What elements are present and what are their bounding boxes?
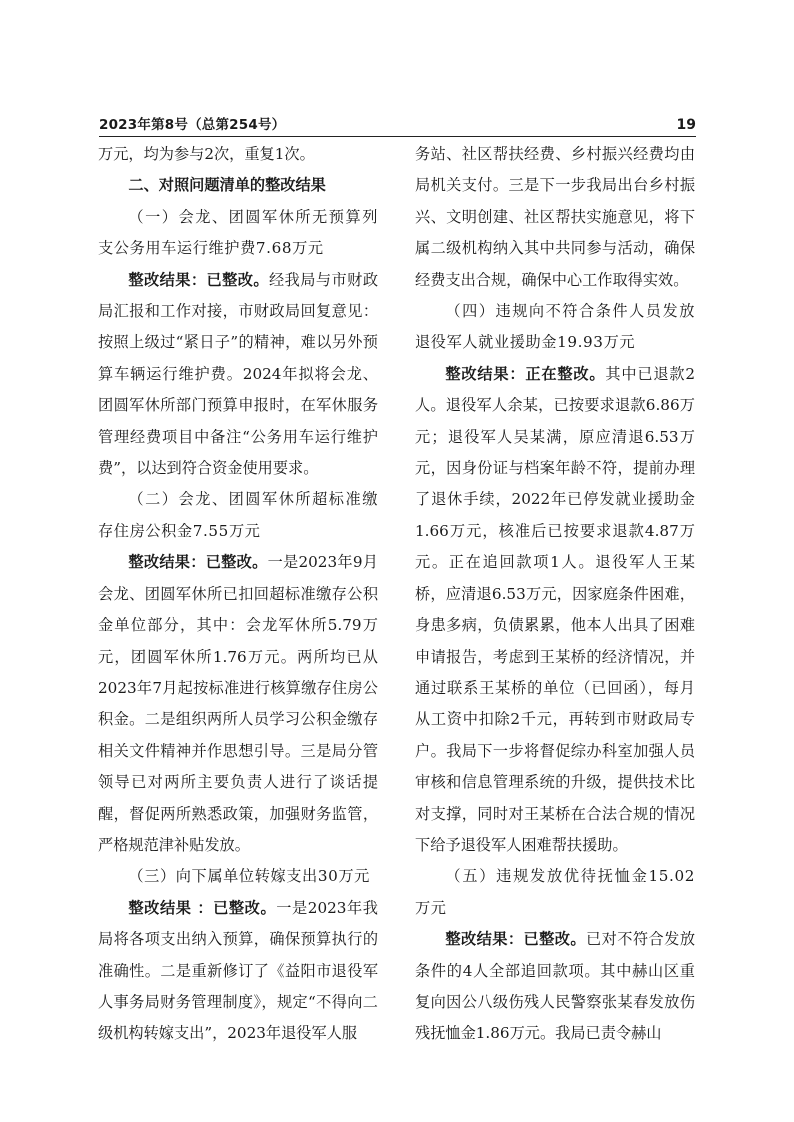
result-text: 一是2023年9月会龙、团圆军休所已扣回超标准缴存公积金单位部分，其中：会龙军休所5.79万元，团圆军休所1.76万元。两所均已从2023年7月起按标准进行核算缴存住房公积金。二是组织两所人员学习公积金缴存相关文件精神并作思想引导。三是局分管领导已对两所主要负责人进行了谈话提醒，督促两所熟悉政策，加强财务监管，严格规范津补贴发放。 [98,553,378,854]
subsection-heading-4: （四）违规向不符合条件人员发放退役军人就业援助金19.93万元 [415,302,695,352]
paragraph-result-3 [98,893,378,1050]
result-label: 整改结果 ：已整改。 [128,898,277,917]
result-label: 整改结果：已整改。 [128,270,270,289]
result-label: 整改结果：已整改。 [128,553,268,572]
result-text: 经我局与市财政局汇报和工作对接，市财政局回复意见：按照上级过“紧日子”的精神，难以另外预算车辆运行维护费。2024年拟将会龙、团圆军休所部门预算申报时，在军休服务管理经费项目中备注“公务用车运行维护费”，以达到符合资金使用要求。 [98,270,379,478]
paragraph-continuation: 务站、社区帮扶经费、乡村振兴经费均由局机关支付。三是下一步我局出台乡村振兴、文明创建、社区帮扶实施意见，将下属二级机构纳入其中共同参与活动，确保经费支出合规，确保中心工作取得实效。 [415,145,695,289]
result-text: 其中已退款2人。退役军人余某，已按要求退款6.86万元；退役军人吴某满，原应清退6.53万元，因身份证与档案年龄不符，提前办理了退休手续，2022年已停发就业援助金1.66万元，核准后已按要求退款4.87万元。正在追回款项1人。退役军人王某桥，应清退6.53万元，因家庭条件困难，身患多病，负债累累，他本人出具了困难申请报告，考虑到王某桥的经济情况，并通过联系王某桥的单位（已回函），每月从工资中扣除2千元，再转到市财政局专户。我局下一步将督促综办科室加强人员审核和信息管理系统的升级，提供技术比对支撑，同时对王某桥在合法合规的情况下给予退役军人困难帮扶援助。 [415,364,696,854]
section-heading: 二、对照问题清单的整改结果 [128,176,326,195]
result-text: 一是2023年我局将各项支出纳入预算，确保预算执行的准确性。二是重新修订了《益阳市退役军人事务局财务管理制度》，规定“不得向二级机构转嫁支出”，2023年退役军人服 [98,898,378,1043]
paragraph-result-1 [98,265,378,485]
subsection-heading-2: （二）会龙、团圆军休所超标准缴存住房公积金7.55万元 [98,490,378,540]
issue-number: 2023年第8号（总第254号） [99,117,286,133]
paragraph-result-4 [415,359,695,862]
result-label: 整改结果：正在整改。 [445,364,606,383]
right-column [415,139,695,1050]
subsection-heading-1: （一）会龙、团圆军休所无预算列支公务用车运行维护费7.68万元 [98,207,378,258]
page-number: 19 [676,117,696,133]
running-header [99,114,696,137]
paragraph-result-5 [415,924,695,1050]
paragraph-result-2 [98,547,378,861]
result-label: 整改结果：已整改。 [445,930,587,949]
left-column [98,139,378,1050]
result-text: 已对不符合发放条件的4人全部追回款项。其中赫山区重复向因公八级伤残人民警察张某春发放伤残抚恤金1.86万元。我局已责令赫山 [415,930,696,1043]
subsection-heading-3: （三）向下属单位转嫁支出30万元 [128,867,370,886]
paragraph-continuation: 万元，均为参与2次，重复1次。 [98,145,315,163]
subsection-heading-5: （五）违规发放优待抚恤金15.02万元 [415,867,695,917]
